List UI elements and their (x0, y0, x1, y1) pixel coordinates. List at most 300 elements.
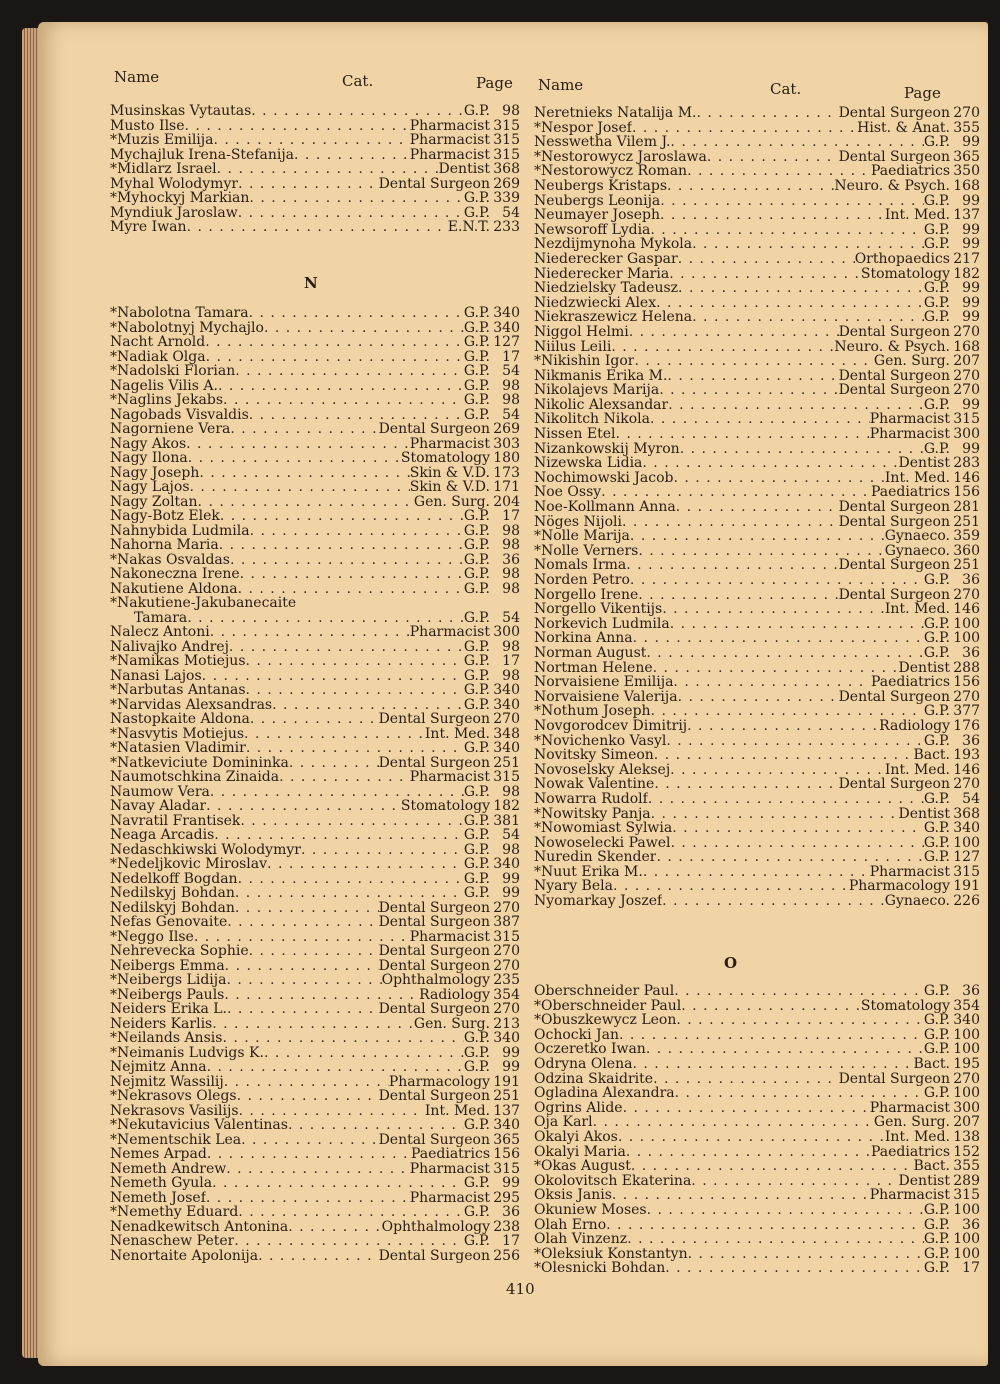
leader-dots (240, 814, 463, 829)
leader-dots (206, 350, 464, 365)
leader-dots (226, 1162, 410, 1177)
entry-name: Okuniew Moses (534, 1202, 647, 1218)
list-item (534, 836, 980, 851)
list-item (110, 524, 520, 539)
entry-category: G.P. (923, 573, 950, 588)
entry-page: 340 (493, 857, 520, 872)
entry-page: 355 (953, 120, 980, 136)
entry-category: G.P. (463, 857, 490, 872)
entry-category: G.P. (923, 1261, 950, 1276)
entry-name: Newsoroff Lydia (534, 222, 651, 238)
entry-category: G.P. (923, 821, 950, 836)
leader-dots (613, 879, 849, 894)
leader-dots (241, 1133, 378, 1148)
list-item (110, 206, 520, 221)
entry-page: 138 (953, 1129, 980, 1145)
list-item (110, 306, 520, 321)
leader-dots (622, 515, 839, 530)
entry-category: Int. Med. (884, 1129, 950, 1145)
entry-page: 98 (502, 842, 520, 857)
entry-name: Nortman Helene (534, 660, 653, 676)
entry-name: Olah Vinzenz (534, 1232, 628, 1247)
entry-page: 350 (953, 164, 980, 179)
list-item (534, 529, 980, 544)
entry-page: 98 (502, 523, 520, 538)
leader-dots (687, 164, 871, 179)
entry-page: 98 (502, 104, 520, 119)
leader-dots (651, 807, 899, 822)
entry-name: *Neilands Ansis (110, 1031, 223, 1046)
entry-name: Okalyi Maria (534, 1144, 626, 1160)
leader-dots (648, 792, 924, 807)
entry-category: Dental Surgeon (378, 422, 490, 437)
leader-dots (212, 1017, 414, 1032)
entry-category: Dental Surgeon (838, 368, 950, 384)
leader-dots (675, 1086, 924, 1101)
entry-name: Noe Ossy (534, 485, 602, 501)
list-item (534, 456, 980, 471)
leader-dots (681, 999, 861, 1014)
list-item (110, 1075, 520, 1090)
entry-page: 207 (953, 354, 980, 369)
entry-category: Dental Surgeon (838, 106, 950, 121)
entry-name: Nakutiene Aldona (110, 581, 238, 596)
entry-page: 300 (953, 1100, 980, 1116)
list-item (534, 179, 980, 194)
list-item (534, 383, 980, 398)
entry-name: Ogrins Alide (534, 1100, 623, 1116)
leader-dots (672, 821, 924, 836)
entry-category: Neuro. & Psych. (834, 178, 950, 194)
entry-name: Norman August (534, 645, 647, 661)
entry-name: Odryna Olena (534, 1056, 633, 1072)
entry-category: G.P. (923, 1246, 950, 1262)
list-item (110, 495, 520, 510)
list-item (110, 480, 520, 495)
entry-name: Nalivajko Andrej (110, 639, 229, 654)
entry-category: G.P. (463, 335, 490, 350)
entry-page: 100 (953, 1202, 980, 1218)
leader-dots (251, 104, 464, 119)
list-item (110, 104, 520, 119)
list-item (534, 1174, 980, 1189)
entry-page: 315 (493, 118, 520, 133)
entry-page: 191 (493, 1074, 520, 1089)
entry-page: 99 (962, 193, 980, 209)
leader-dots (656, 850, 923, 865)
list-item (110, 1133, 520, 1148)
list-item (534, 106, 980, 121)
entry-name: *Nadolski Florian (110, 364, 236, 379)
list-item (534, 340, 980, 355)
entry-category: Dental Surgeon (838, 689, 950, 705)
entry-name: Nastopkaite Aldona (110, 712, 250, 727)
entry-page: 127 (493, 335, 520, 350)
leader-dots (654, 777, 838, 792)
entry-page: 127 (953, 850, 980, 865)
header-name: Name (538, 76, 584, 94)
list-item (110, 553, 520, 568)
entry-page: 191 (953, 879, 980, 895)
list-item (534, 412, 980, 427)
section-letter-o: O (724, 954, 738, 972)
list-item (534, 1042, 980, 1057)
leader-dots (633, 631, 924, 646)
entry-page: 315 (953, 1188, 980, 1203)
entry-page: 54 (502, 610, 520, 625)
leader-dots (619, 1028, 924, 1043)
entry-name: Nahnybida Ludmila (110, 523, 250, 538)
list-item (534, 354, 980, 369)
entry-category: G.P. (463, 668, 490, 683)
entry-page: 368 (953, 806, 980, 822)
list-item (110, 1089, 520, 1104)
list-item (110, 1046, 520, 1061)
leader-dots (631, 1159, 914, 1174)
list-item (110, 335, 520, 350)
leader-dots (632, 121, 857, 136)
entry-name: Oczeretko Iwan (534, 1042, 646, 1057)
entry-name: *Neggo Ilse (110, 929, 194, 944)
entry-name: Novgorodcev Dimitrij (534, 718, 688, 734)
list-item (110, 408, 520, 423)
entry-category: Dental Surgeon (838, 587, 950, 603)
entry-category: G.P. (463, 639, 490, 654)
header-page: Page (904, 84, 941, 102)
entry-category: G.P. (463, 1060, 490, 1075)
entry-page: 315 (953, 412, 980, 428)
list-item (534, 398, 980, 413)
entry-name: Nuredin Skender (534, 850, 657, 865)
entry-page: 348 (493, 726, 520, 741)
list-item (110, 162, 520, 177)
entry-name: Nedilskyj Bohdan (110, 886, 235, 901)
list-item (534, 865, 980, 880)
entry-category: Gynaeco. (884, 529, 950, 544)
entry-page: 340 (493, 306, 520, 321)
entry-page: 340 (493, 1118, 520, 1133)
entry-page: 152 (953, 1144, 980, 1160)
entry-name: Nakoneczna Irene (110, 567, 240, 582)
leader-dots (680, 442, 924, 457)
entry-name: Musinskas Vytautas (110, 104, 252, 119)
entry-category: G.P. (463, 683, 490, 698)
entry-name: Nagorniene Vera (110, 422, 231, 437)
entry-name: Nagy Lajos (110, 480, 190, 495)
entry-category: G.P. (463, 538, 490, 553)
entry-page: 99 (962, 397, 980, 413)
list-item (110, 133, 520, 148)
list-item (534, 1130, 980, 1145)
leader-dots (226, 973, 381, 988)
entry-page: 204 (493, 494, 520, 509)
entry-name: Odzina Skaidrite (534, 1071, 654, 1087)
entry-category: Pharmacist (409, 436, 490, 451)
entry-page: 251 (493, 1089, 520, 1104)
list-item (110, 437, 520, 452)
entry-name: Nizewska Lidia (534, 456, 643, 471)
entry-page: 98 (502, 668, 520, 683)
list-item (110, 640, 520, 655)
entry-page: 99 (502, 886, 520, 901)
entry-name: Nagelis Vilis A. (110, 378, 218, 393)
entry-category: G.P. (463, 407, 490, 422)
entry-name: Neubergs Kristaps (534, 178, 668, 194)
entry-page: 98 (502, 378, 520, 393)
list-item (110, 944, 520, 959)
entry-name: *Olesnicki Bohdan (534, 1261, 666, 1276)
leader-dots (646, 1042, 924, 1057)
entry-name: Naumow Vera (110, 784, 210, 799)
leader-dots (654, 748, 914, 763)
leader-dots (673, 675, 871, 690)
leader-dots (618, 1130, 885, 1145)
leader-dots (662, 602, 885, 617)
entry-page: 354 (493, 987, 520, 1002)
leader-dots (650, 223, 923, 238)
entry-name: Norden Petro (534, 573, 630, 588)
entry-name: Nagy Akos (110, 436, 187, 451)
entry-name: Noe-Kollmann Anna (534, 500, 676, 515)
leader-dots (279, 770, 410, 785)
list-item (110, 119, 520, 134)
entry-category: G.P. (463, 393, 490, 408)
entry-category: Pharmacist (409, 1190, 490, 1205)
leader-dots (225, 959, 379, 974)
list-item (534, 1057, 980, 1072)
entry-page: 340 (493, 683, 520, 698)
entry-category: Dental Surgeon (378, 176, 490, 191)
entry-category: G.P. (923, 397, 950, 413)
list-item (110, 321, 520, 336)
entry-page: 98 (502, 784, 520, 799)
leader-dots (659, 383, 838, 398)
entry-name: Nowak Valentine (534, 777, 655, 792)
entry-name: Naumotschkina Zinaida (110, 770, 280, 785)
entry-name: Nenaschew Peter (110, 1234, 235, 1249)
entry-category: Dental Surgeon (838, 1071, 950, 1087)
entry-category: G.P. (463, 191, 490, 206)
entry-name: *Nothum Joseph (534, 704, 651, 719)
entry-name: Nejmitz Wassilij (110, 1074, 224, 1089)
list-item (110, 683, 520, 698)
list-item (534, 237, 980, 252)
entry-category: G.P. (923, 733, 950, 749)
entry-category: G.P. (463, 1031, 490, 1046)
entry-category: G.P. (463, 654, 490, 669)
entry-name: *Obuszkewycz Leon (534, 1013, 677, 1028)
entry-page: 270 (953, 106, 980, 121)
entry-name: Oberschneider Paul (534, 984, 675, 999)
leader-dots (238, 582, 464, 597)
leader-dots (647, 1203, 924, 1218)
entry-category: Radiology (879, 718, 950, 734)
entry-category: Gen. Surg. (873, 354, 950, 369)
list-item (534, 777, 980, 792)
entry-page: 289 (953, 1173, 980, 1189)
entry-name: Niilus Leili (534, 339, 612, 355)
entry-page: 99 (502, 1060, 520, 1075)
entry-name: Norgello Irene (534, 587, 639, 603)
entry-page: 98 (502, 538, 520, 553)
entry-name: Niggol Helmi (534, 324, 629, 340)
entry-name: Norkevich Ludmila (534, 616, 670, 632)
entry-name: *Neibergs Pauls (110, 987, 225, 1002)
entry-page: 156 (953, 675, 980, 690)
entry-page: 340 (493, 741, 520, 756)
list-item (110, 973, 520, 988)
list-item (534, 267, 980, 282)
entry-name: Nagy Zoltan (110, 494, 198, 509)
entry-name: Myhal Wolodymyr (110, 176, 239, 191)
entry-name: Niedzwiecki Alex (534, 295, 657, 311)
list-item (534, 164, 980, 179)
entry-name: Neiders Erika L. (110, 1002, 228, 1017)
entry-name: *Nedeljkovic Miroslav (110, 857, 268, 872)
entry-name: Niederecker Maria (534, 266, 670, 282)
leader-dots (630, 573, 924, 588)
list-item (110, 988, 520, 1003)
entry-category: Dental Surgeon (378, 944, 490, 959)
list-item (534, 821, 980, 836)
entry-page: 168 (953, 339, 980, 355)
entry-page: 315 (493, 147, 520, 162)
entry-page: 270 (493, 1002, 520, 1017)
entry-page: 100 (953, 835, 980, 851)
list-item (110, 669, 520, 684)
entry-category: Int. Med. (884, 602, 950, 617)
list-item (534, 1028, 980, 1043)
list-item (534, 252, 980, 267)
leader-dots (230, 422, 378, 437)
entry-page: 195 (953, 1056, 980, 1072)
leader-dots (670, 135, 923, 150)
entry-page: 270 (493, 712, 520, 727)
entry-category: Gen. Surg. (413, 1016, 490, 1031)
leader-dots (229, 640, 464, 655)
entry-name: *Nekrasovs Olegs (110, 1089, 237, 1104)
entry-page: 340 (953, 1013, 980, 1028)
entry-category: E.N.T. (447, 220, 490, 235)
entry-page: 36 (502, 1205, 520, 1220)
entry-name: Nagy-Botz Elek (110, 509, 220, 524)
entry-category: Paediatrics (870, 164, 950, 179)
entry-page: 100 (953, 1232, 980, 1247)
entry-page: 17 (502, 349, 520, 364)
list-item (110, 364, 520, 379)
leader-dots (246, 741, 464, 756)
entry-category: G.P. (463, 523, 490, 538)
list-item (534, 602, 980, 617)
leader-dots (611, 340, 834, 355)
entry-page: 340 (493, 1031, 520, 1046)
entry-page: 207 (953, 1115, 980, 1130)
entry-name: Ogladina Alexandra (534, 1086, 675, 1101)
entry-page: 182 (953, 266, 980, 282)
entry-name: Nedilskyj Bohdan (110, 900, 235, 915)
list-item (110, 857, 520, 872)
leader-dots (294, 148, 410, 163)
entry-category: Bact. (913, 748, 950, 763)
entry-page: 100 (953, 1246, 980, 1262)
entry-page: 354 (953, 998, 980, 1014)
entry-name: *Naglins Jekabs (110, 393, 224, 408)
entry-page: 100 (953, 616, 980, 632)
leader-dots (629, 325, 839, 340)
entry-page: 235 (493, 973, 520, 988)
entry-category: Neuro. & Psych. (834, 339, 950, 355)
entry-name: Niekraszewicz Helena (534, 310, 693, 325)
entry-name: Nikolajevs Marija (534, 383, 660, 398)
list-item (110, 1060, 520, 1075)
entry-name: *Neibergs Lidija (110, 973, 227, 988)
entry-page: 270 (953, 689, 980, 705)
entry-page: 269 (493, 176, 520, 191)
entry-page: 295 (493, 1190, 520, 1205)
entry-category: Paediatrics (870, 675, 950, 690)
list-item (534, 1072, 980, 1087)
leader-dots (185, 119, 410, 134)
entry-name: *Nuut Erika M. (534, 864, 643, 880)
entry-name: Novoselsky Aleksej (534, 762, 671, 778)
list-item (534, 121, 980, 136)
entry-name: Nemeth Andrew (110, 1161, 227, 1176)
entry-category: Dentist (898, 660, 950, 676)
entry-category: G.P. (923, 1217, 950, 1233)
entry-name: Neiders Karlis (110, 1016, 213, 1031)
entry-name: *Neimanis Ludvigs K. (110, 1045, 264, 1060)
list-item (534, 369, 980, 384)
entry-page: 315 (493, 929, 520, 944)
list-item (110, 611, 520, 626)
leader-dots (227, 1002, 379, 1017)
entry-category: Dentist (898, 456, 950, 471)
list-item (110, 770, 520, 785)
list-item (534, 588, 980, 603)
list-item (110, 393, 520, 408)
entry-page: 99 (962, 441, 980, 457)
entry-category: G.P. (923, 1027, 950, 1043)
entry-list-n (110, 306, 520, 1263)
leader-dots (186, 437, 410, 452)
leader-dots (249, 408, 464, 423)
leader-dots (205, 335, 464, 350)
leader-dots (237, 1089, 379, 1104)
entry-name: *Natkeviciute Domininka (110, 755, 289, 770)
entry-page: 365 (493, 1132, 520, 1147)
entry-page: 36 (962, 733, 980, 749)
header-cat: Cat. (342, 72, 374, 90)
entry-category: G.P. (923, 135, 950, 150)
entry-page: 156 (493, 1147, 520, 1162)
entry-page: 217 (953, 251, 980, 267)
leader-dots (227, 915, 378, 930)
entry-category: Dental Surgeon (838, 514, 950, 530)
list-item (110, 741, 520, 756)
leader-dots (214, 828, 464, 843)
entry-category: Skin & V.D. (409, 480, 490, 495)
entry-page: 315 (493, 133, 520, 148)
list-item (110, 1031, 520, 1046)
list-item (534, 984, 980, 999)
entry-name: *Nolle Verners (534, 543, 639, 559)
entry-page: 36 (962, 573, 980, 588)
entry-name: *Nestorowycz Jaroslawa (534, 149, 707, 165)
leader-dots (638, 588, 838, 603)
leader-dots (190, 480, 410, 495)
leader-dots (202, 669, 464, 684)
entry-page: 146 (953, 762, 980, 778)
